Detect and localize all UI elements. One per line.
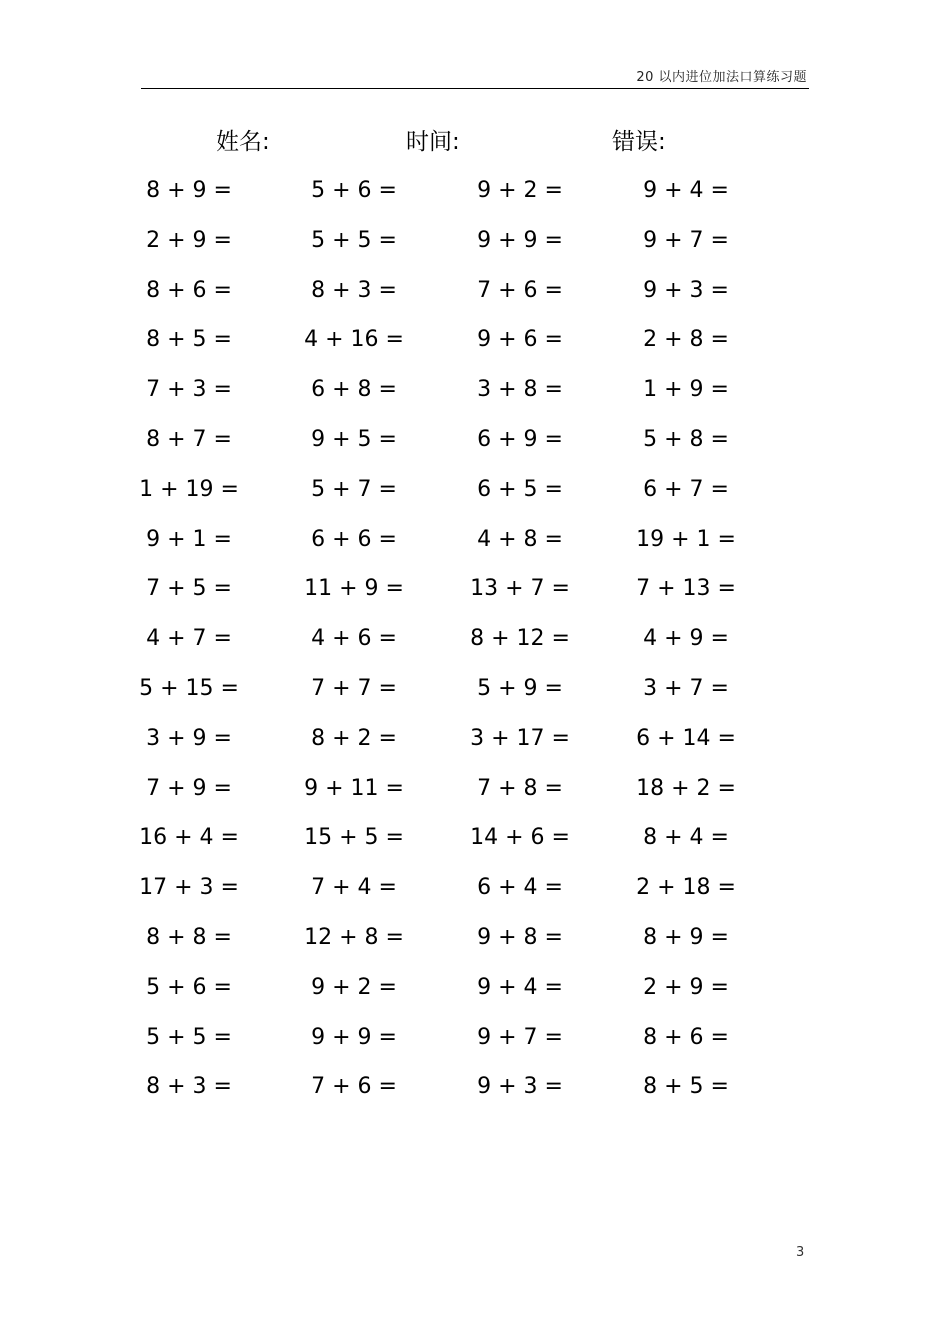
- math-problem: 18 + 2 =: [636, 775, 736, 801]
- problem-row: [0, 415, 950, 465]
- math-problem: 16 + 4 =: [139, 825, 239, 851]
- math-problem: 17 + 3 =: [139, 875, 239, 901]
- math-problem: 3 + 17 =: [470, 725, 570, 751]
- math-problem: 6 + 6 =: [311, 526, 397, 552]
- math-problem: 2 + 18 =: [636, 875, 736, 901]
- problem-row: [0, 166, 950, 216]
- math-problem: 8 + 5 =: [146, 327, 232, 353]
- math-problem: 9 + 2 =: [311, 974, 397, 1000]
- problem-row: [0, 365, 950, 415]
- math-problem: 5 + 9 =: [477, 675, 563, 701]
- math-problem: 8 + 6 =: [146, 277, 232, 303]
- math-problem: 1 + 9 =: [643, 377, 729, 403]
- math-problem: 9 + 4 =: [477, 974, 563, 1000]
- problem-row: [0, 1013, 950, 1063]
- math-problem: 2 + 9 =: [146, 227, 232, 253]
- math-problem: 8 + 3 =: [146, 1074, 232, 1100]
- math-problem: 7 + 8 =: [477, 775, 563, 801]
- header-title: 20 以内进位加法口算练习题: [636, 70, 807, 85]
- problem-grid: [0, 166, 950, 1112]
- math-problem: 6 + 4 =: [477, 875, 563, 901]
- problem-row: [0, 813, 950, 863]
- math-problem: 9 + 3 =: [643, 277, 729, 303]
- problem-row: [0, 764, 950, 814]
- problem-row: [0, 515, 950, 565]
- math-problem: 4 + 7 =: [146, 626, 232, 652]
- header-divider: [141, 88, 809, 89]
- problem-row: [0, 1062, 950, 1112]
- math-problem: 4 + 6 =: [311, 626, 397, 652]
- math-problem: 7 + 7 =: [311, 675, 397, 701]
- page-number: 3: [796, 1245, 805, 1260]
- problem-row: [0, 714, 950, 764]
- math-problem: 7 + 6 =: [477, 277, 563, 303]
- math-problem: 3 + 7 =: [643, 675, 729, 701]
- math-problem: 6 + 14 =: [636, 725, 736, 751]
- math-problem: 8 + 5 =: [643, 1074, 729, 1100]
- problem-row: [0, 266, 950, 316]
- math-problem: 6 + 8 =: [311, 377, 397, 403]
- math-problem: 2 + 9 =: [643, 974, 729, 1000]
- math-problem: 9 + 6 =: [477, 327, 563, 353]
- math-problem: 19 + 1 =: [636, 526, 736, 552]
- math-problem: 4 + 16 =: [304, 327, 404, 353]
- math-problem: 5 + 6 =: [311, 178, 397, 203]
- math-problem: 1 + 19 =: [139, 476, 239, 502]
- math-problem: 8 + 9 =: [643, 924, 729, 950]
- math-problem: 9 + 8 =: [477, 924, 563, 950]
- math-problem: 8 + 7 =: [146, 426, 232, 452]
- math-problem: 8 + 8 =: [146, 924, 232, 950]
- math-problem: 9 + 7 =: [477, 1024, 563, 1050]
- math-problem: 15 + 5 =: [304, 825, 404, 851]
- math-problem: 9 + 9 =: [311, 1024, 397, 1050]
- math-problem: 4 + 8 =: [477, 526, 563, 552]
- math-problem: 5 + 7 =: [311, 476, 397, 502]
- math-problem: 7 + 5 =: [146, 576, 232, 602]
- math-problem: 8 + 4 =: [643, 825, 729, 851]
- math-problem: 4 + 9 =: [643, 626, 729, 652]
- math-problem: 6 + 9 =: [477, 426, 563, 452]
- name-label: 姓名:: [216, 129, 270, 155]
- math-problem: 7 + 13 =: [636, 576, 736, 602]
- problem-row: [0, 863, 950, 913]
- math-problem: 8 + 2 =: [311, 725, 397, 751]
- problem-row: [0, 614, 950, 664]
- math-problem: 9 + 5 =: [311, 426, 397, 452]
- math-problem: 5 + 15 =: [139, 675, 239, 701]
- math-problem: 7 + 6 =: [311, 1074, 397, 1100]
- math-problem: 8 + 6 =: [643, 1024, 729, 1050]
- error-label: 错误:: [612, 129, 666, 155]
- math-problem: 12 + 8 =: [304, 924, 404, 950]
- math-problem: 9 + 4 =: [643, 178, 729, 203]
- math-problem: 13 + 7 =: [470, 576, 570, 602]
- problem-row: [0, 913, 950, 963]
- math-problem: 7 + 3 =: [146, 377, 232, 403]
- math-problem: 9 + 1 =: [146, 526, 232, 552]
- problem-row: [0, 465, 950, 515]
- problem-row: [0, 564, 950, 614]
- problem-row: [0, 664, 950, 714]
- math-problem: 9 + 3 =: [477, 1074, 563, 1100]
- math-problem: 2 + 8 =: [643, 327, 729, 353]
- math-problem: 7 + 4 =: [311, 875, 397, 901]
- math-problem: 8 + 9 =: [146, 178, 232, 203]
- math-problem: 11 + 9 =: [304, 576, 404, 602]
- math-problem: 5 + 8 =: [643, 426, 729, 452]
- problem-row: [0, 216, 950, 266]
- math-problem: 7 + 9 =: [146, 775, 232, 801]
- math-problem: 14 + 6 =: [470, 825, 570, 851]
- math-problem: 5 + 5 =: [146, 1024, 232, 1050]
- math-problem: 9 + 9 =: [477, 227, 563, 253]
- math-problem: 5 + 6 =: [146, 974, 232, 1000]
- math-problem: 9 + 7 =: [643, 227, 729, 253]
- math-problem: 6 + 5 =: [477, 476, 563, 502]
- math-problem: 6 + 7 =: [643, 476, 729, 502]
- student-info-row: [0, 126, 950, 158]
- math-problem: 9 + 11 =: [304, 775, 404, 801]
- math-problem: 3 + 9 =: [146, 725, 232, 751]
- problem-row: [0, 963, 950, 1013]
- time-label: 时间:: [406, 129, 460, 155]
- math-problem: 8 + 3 =: [311, 277, 397, 303]
- math-problem: 9 + 2 =: [477, 178, 563, 203]
- math-problem: 8 + 12 =: [470, 626, 570, 652]
- math-problem: 5 + 5 =: [311, 227, 397, 253]
- math-problem: 3 + 8 =: [477, 377, 563, 403]
- problem-row: [0, 315, 950, 365]
